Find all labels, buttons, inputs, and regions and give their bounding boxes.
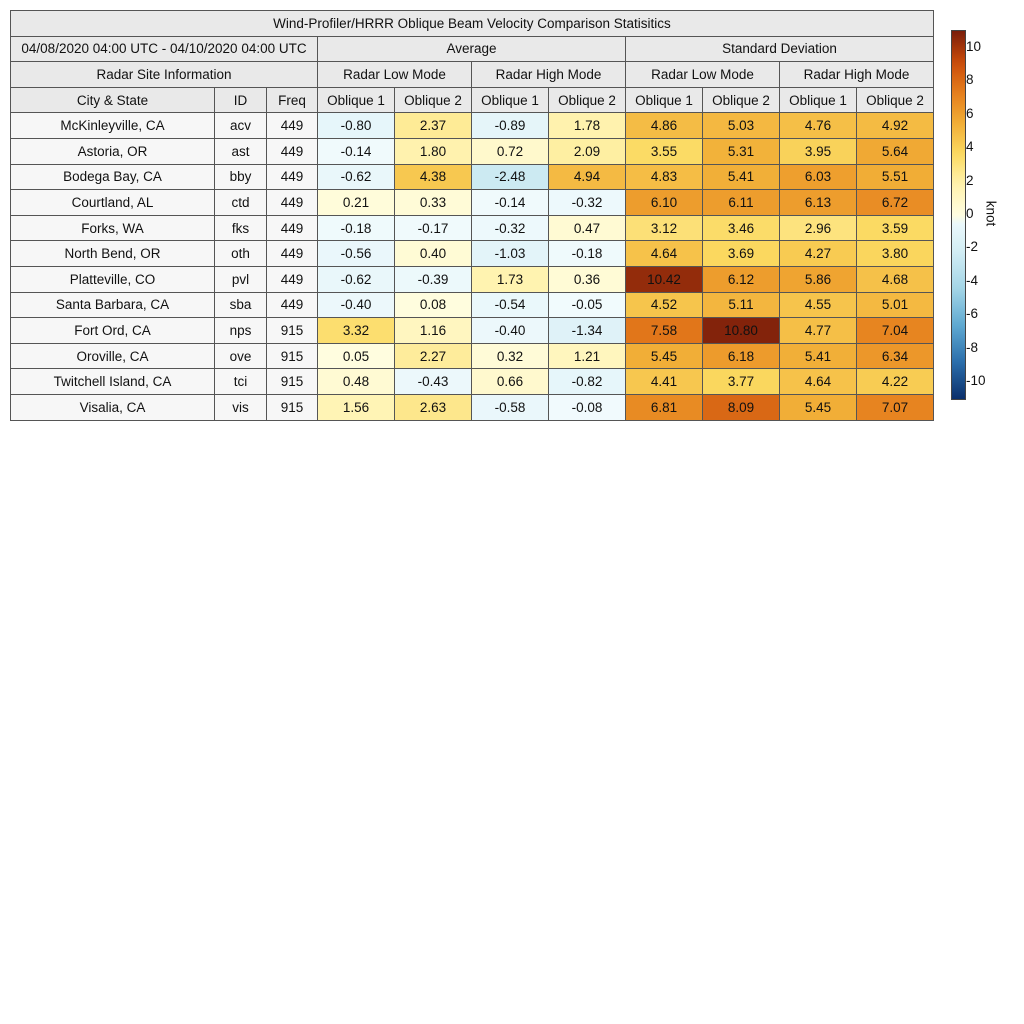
value-cell: -0.62 [318,266,395,292]
table-row [11,215,934,241]
value-cell: -0.54 [472,292,549,318]
value-cell: 5.41 [780,343,857,369]
value-cell: 7.07 [857,394,934,420]
value-cell: 6.72 [857,190,934,216]
value-cell: 6.11 [703,190,780,216]
value-cell: 0.40 [395,241,472,267]
site-city: Astoria, OR [11,138,215,164]
table-row [11,113,934,139]
value-cell: 5.03 [703,113,780,139]
value-cell: 1.21 [549,343,626,369]
site-freq: 449 [267,292,318,318]
value-cell: 6.10 [626,190,703,216]
table-row [11,394,934,420]
value-cell: 0.05 [318,343,395,369]
value-cell: -0.08 [549,394,626,420]
value-cell: -0.18 [318,215,395,241]
colorbar-tick-label: -8 [966,339,979,355]
table-row [11,343,934,369]
value-cell: 5.31 [703,138,780,164]
site-id: fks [215,215,267,241]
table-row [11,266,934,292]
value-cell: -0.17 [395,215,472,241]
value-cell: 1.56 [318,394,395,420]
value-cell: 10.42 [626,266,703,292]
site-city: Courtland, AL [11,190,215,216]
value-cell: 2.27 [395,343,472,369]
value-cell: 1.80 [395,138,472,164]
value-cell: -0.58 [472,394,549,420]
site-city: Platteville, CO [11,266,215,292]
value-cell: 5.11 [703,292,780,318]
colorbar-unit-label: knot [983,200,999,227]
table-row [11,164,934,190]
colorbar [951,30,966,400]
value-cell: -0.18 [549,241,626,267]
value-cell: 4.38 [395,164,472,190]
site-city: Santa Barbara, CA [11,292,215,318]
site-freq: 915 [267,369,318,395]
column-header: City & State [11,87,215,113]
value-cell: 3.55 [626,138,703,164]
value-cell: -0.56 [318,241,395,267]
table-row [11,138,934,164]
value-cell: 0.48 [318,369,395,395]
site-freq: 449 [267,113,318,139]
value-cell: -0.32 [472,215,549,241]
column-header: ID [215,87,267,113]
table-row [11,190,934,216]
value-cell: 4.76 [780,113,857,139]
value-cell: -2.48 [472,164,549,190]
value-cell: -0.14 [318,138,395,164]
value-cell: 6.13 [780,190,857,216]
colorbar-tick-label: 2 [966,172,974,188]
value-cell: 0.32 [472,343,549,369]
value-cell: 0.36 [549,266,626,292]
value-cell: 4.86 [626,113,703,139]
column-header: Freq [267,87,318,113]
value-cell: 4.64 [780,369,857,395]
value-cell: -0.43 [395,369,472,395]
site-freq: 449 [267,215,318,241]
site-city: Visalia, CA [11,394,215,420]
value-cell: -0.62 [318,164,395,190]
group-average: Average [318,36,626,62]
column-header-row [11,87,934,113]
value-cell: 4.94 [549,164,626,190]
site-id: ast [215,138,267,164]
site-freq: 449 [267,190,318,216]
site-freq: 915 [267,343,318,369]
value-cell: -1.34 [549,318,626,344]
value-cell: 0.33 [395,190,472,216]
site-id: sba [215,292,267,318]
date-range: 04/08/2020 04:00 UTC - 04/10/2020 04:00 UTC [11,36,318,62]
site-id: acv [215,113,267,139]
value-cell: -0.40 [318,292,395,318]
value-cell: 0.21 [318,190,395,216]
value-cell: 5.64 [857,138,934,164]
value-cell: 2.09 [549,138,626,164]
site-freq: 449 [267,164,318,190]
value-cell: 3.59 [857,215,934,241]
column-header: Oblique 2 [857,87,934,113]
value-cell: 4.22 [857,369,934,395]
site-id: oth [215,241,267,267]
site-city: Twitchell Island, CA [11,369,215,395]
value-cell: 7.58 [626,318,703,344]
statistics-table [10,10,934,421]
value-cell: -0.40 [472,318,549,344]
table-row [11,318,934,344]
site-id: pvl [215,266,267,292]
column-header: Oblique 1 [318,87,395,113]
value-cell: 4.52 [626,292,703,318]
column-header: Oblique 1 [472,87,549,113]
site-id: vis [215,394,267,420]
value-cell: 0.47 [549,215,626,241]
colorbar-tick-label: 8 [966,72,974,88]
value-cell: 5.45 [626,343,703,369]
value-cell: 5.41 [703,164,780,190]
value-cell: 4.77 [780,318,857,344]
site-city: North Bend, OR [11,241,215,267]
colorbar-tick-label: -6 [966,306,979,322]
value-cell: 6.81 [626,394,703,420]
column-header: Oblique 1 [780,87,857,113]
site-id: bby [215,164,267,190]
mode-header-std-low: Radar Low Mode [626,62,780,88]
site-freq: 915 [267,394,318,420]
site-freq: 449 [267,266,318,292]
value-cell: -0.14 [472,190,549,216]
site-city: Fort Ord, CA [11,318,215,344]
value-cell: 4.64 [626,241,703,267]
colorbar-tick-label: -10 [966,373,986,389]
table-row [11,369,934,395]
value-cell: 0.66 [472,369,549,395]
value-cell: -0.39 [395,266,472,292]
value-cell: 5.51 [857,164,934,190]
value-cell: 1.78 [549,113,626,139]
value-cell: 5.45 [780,394,857,420]
value-cell: 7.04 [857,318,934,344]
table-row [11,292,934,318]
value-cell: -1.03 [472,241,549,267]
site-id: tci [215,369,267,395]
value-cell: 6.12 [703,266,780,292]
value-cell: 0.08 [395,292,472,318]
colorbar-tick-label: 10 [966,38,982,54]
value-cell: 3.80 [857,241,934,267]
site-city: Oroville, CA [11,343,215,369]
site-id: ove [215,343,267,369]
site-freq: 449 [267,241,318,267]
colorbar-tick-label: 0 [966,206,974,221]
value-cell: 3.46 [703,215,780,241]
value-cell: 3.32 [318,318,395,344]
value-cell: 6.18 [703,343,780,369]
column-header: Oblique 2 [395,87,472,113]
value-cell: 5.01 [857,292,934,318]
site-freq: 915 [267,318,318,344]
value-cell: 5.86 [780,266,857,292]
value-cell: 3.12 [626,215,703,241]
colorbar-tick-label: -2 [966,239,979,255]
value-cell: -0.82 [549,369,626,395]
mode-header-avg-low: Radar Low Mode [318,62,472,88]
value-cell: 6.03 [780,164,857,190]
value-cell: 2.63 [395,394,472,420]
value-cell: -0.05 [549,292,626,318]
site-info-header: Radar Site Information [11,62,318,88]
table-title: Wind-Profiler/HRRR Oblique Beam Velocity Comparison Statisitics [11,11,934,37]
value-cell: 4.92 [857,113,934,139]
column-header: Oblique 1 [626,87,703,113]
value-cell: 4.27 [780,241,857,267]
value-cell: 2.37 [395,113,472,139]
value-cell: 3.77 [703,369,780,395]
site-freq: 449 [267,138,318,164]
colorbar-tick-label: 4 [966,139,974,155]
value-cell: -0.80 [318,113,395,139]
value-cell: 4.83 [626,164,703,190]
value-cell: -0.32 [549,190,626,216]
value-cell: 4.68 [857,266,934,292]
value-cell: 4.41 [626,369,703,395]
site-id: ctd [215,190,267,216]
mode-header-avg-high: Radar High Mode [472,62,626,88]
value-cell: -0.89 [472,113,549,139]
value-cell: 2.96 [780,215,857,241]
site-city: Forks, WA [11,215,215,241]
value-cell: 8.09 [703,394,780,420]
site-city: McKinleyville, CA [11,113,215,139]
column-header: Oblique 2 [549,87,626,113]
column-header: Oblique 2 [703,87,780,113]
value-cell: 3.95 [780,138,857,164]
value-cell: 1.73 [472,266,549,292]
value-cell: 1.16 [395,318,472,344]
value-cell: 6.34 [857,343,934,369]
mode-header-std-high: Radar High Mode [780,62,934,88]
value-cell: 3.69 [703,241,780,267]
site-city: Bodega Bay, CA [11,164,215,190]
value-cell: 10.80 [703,318,780,344]
site-id: nps [215,318,267,344]
group-standard-deviation: Standard Deviation [626,36,934,62]
table-row [11,241,934,267]
colorbar-tick-label: 6 [966,105,974,121]
value-cell: 0.72 [472,138,549,164]
value-cell: 4.55 [780,292,857,318]
colorbar-tick-label: -4 [966,272,979,288]
